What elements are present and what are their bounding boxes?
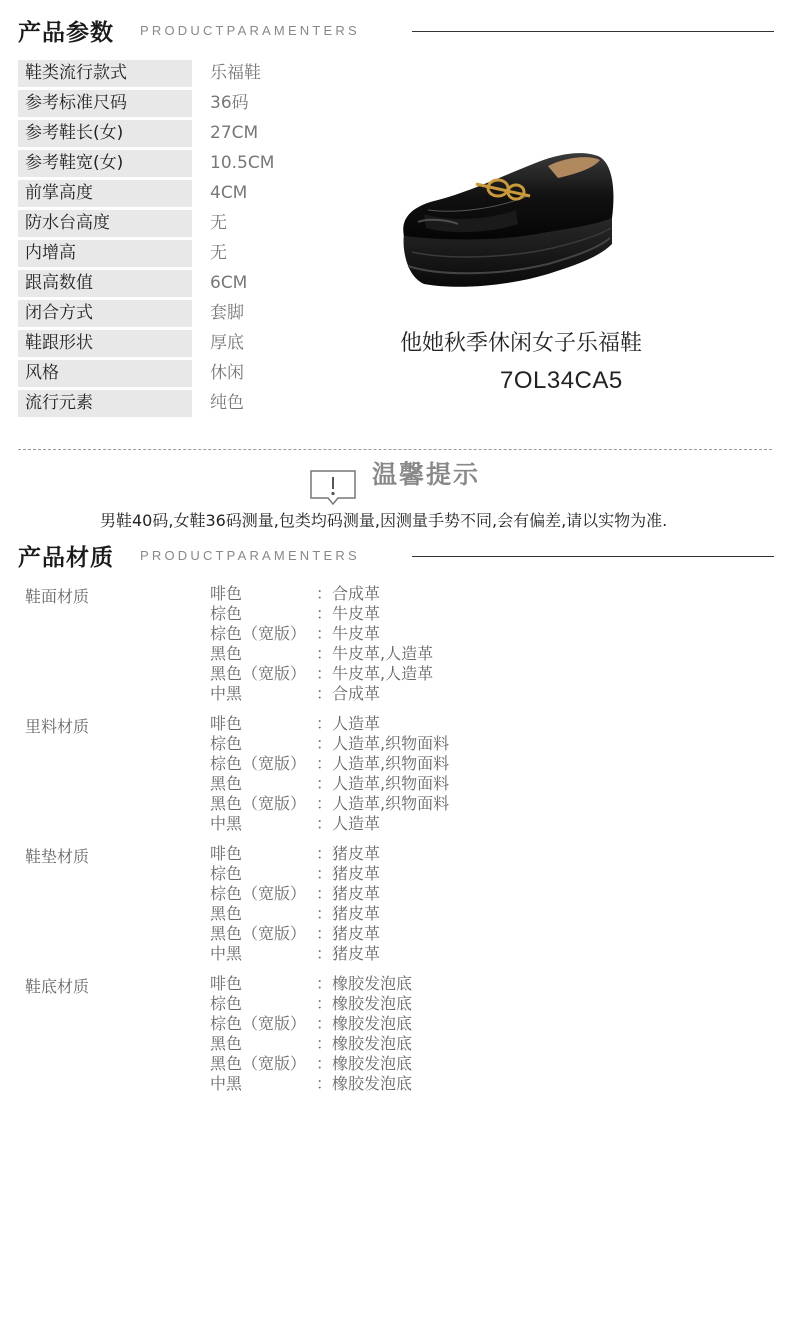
material-value: ：橡胶发泡底 [316, 1034, 413, 1053]
product-code: 7OL34CA5 [500, 367, 623, 394]
material-value: ：牛皮革,人造革 [316, 664, 434, 683]
material-value: ：合成革 [316, 584, 381, 603]
material-value: ：牛皮革 [316, 624, 381, 643]
param-value: 无 [210, 243, 227, 263]
product-shoe-image [398, 148, 620, 294]
material-value: ：人造革,织物面料 [316, 774, 450, 793]
section-subtitle: PRODUCTPARAMENTERS [140, 548, 360, 563]
material-color: 黑色 [210, 1034, 243, 1053]
material-value: ：猪皮革 [316, 844, 381, 863]
section-subtitle: PRODUCTPARAMENTERS [140, 23, 360, 38]
speech-bubble-exclamation-icon [310, 470, 356, 506]
material-color: 中黑 [210, 684, 243, 703]
material-color: 黑色（宽版） [210, 664, 307, 683]
param-value: 36码 [210, 93, 249, 113]
param-key: 内增高 [18, 240, 192, 267]
param-key: 流行元素 [18, 390, 192, 417]
param-value: 4CM [210, 183, 248, 203]
param-key: 闭合方式 [18, 300, 192, 327]
material-value: ：猪皮革 [316, 944, 381, 963]
param-key: 防水台高度 [18, 210, 192, 237]
section-header-materials [18, 531, 774, 571]
section-rule [412, 31, 774, 32]
material-color: 黑色（宽版） [210, 794, 307, 813]
material-color: 黑色（宽版） [210, 1054, 307, 1073]
material-value: ：猪皮革 [316, 904, 381, 923]
section-rule [412, 556, 774, 557]
product-name: 他她秋季休闲女子乐福鞋 [400, 331, 643, 356]
material-value: ：猪皮革 [316, 884, 381, 903]
material-color: 棕色 [210, 994, 243, 1013]
material-color: 啡色 [210, 584, 243, 603]
param-value: 套脚 [210, 303, 244, 323]
material-color: 棕色（宽版） [210, 884, 307, 903]
material-value: ：人造革,织物面料 [316, 754, 450, 773]
material-value: ：合成革 [316, 684, 381, 703]
material-color: 棕色（宽版） [210, 754, 307, 773]
material-category: 鞋底材质 [25, 977, 90, 996]
param-value: 6CM [210, 273, 248, 293]
material-value: ：人造革,织物面料 [316, 734, 450, 753]
param-key: 鞋类流行款式 [18, 60, 192, 87]
section-title: 产品参数 [18, 20, 114, 46]
material-category: 鞋面材质 [25, 587, 90, 606]
section-title: 产品材质 [18, 545, 114, 571]
param-value: 乐福鞋 [210, 63, 261, 83]
material-color: 黑色（宽版） [210, 924, 307, 943]
param-key: 鞋跟形状 [18, 330, 192, 357]
param-value: 10.5CM [210, 153, 275, 173]
dashed-divider [18, 449, 772, 450]
material-color: 棕色 [210, 734, 243, 753]
material-color: 棕色 [210, 864, 243, 883]
material-value: ：猪皮革 [316, 924, 381, 943]
section-header-params [18, 6, 774, 46]
material-value: ：橡胶发泡底 [316, 974, 413, 993]
param-key: 参考鞋长(女) [18, 120, 192, 147]
material-value: ：牛皮革,人造革 [316, 644, 434, 663]
material-value: ：橡胶发泡底 [316, 1054, 413, 1073]
material-category: 鞋垫材质 [25, 847, 90, 866]
param-value: 厚底 [210, 333, 244, 353]
param-key: 风格 [18, 360, 192, 387]
material-value: ：人造革 [316, 814, 381, 833]
tip-title: 温馨提示 [372, 460, 481, 489]
material-color: 黑色 [210, 774, 243, 793]
param-value: 27CM [210, 123, 259, 143]
param-value: 休闲 [210, 363, 244, 383]
param-value: 无 [210, 213, 227, 233]
material-color: 啡色 [210, 974, 243, 993]
material-value: ：牛皮革 [316, 604, 381, 623]
material-color: 棕色（宽版） [210, 624, 307, 643]
material-category: 里料材质 [25, 717, 90, 736]
param-key: 参考鞋宽(女) [18, 150, 192, 177]
param-key: 前掌高度 [18, 180, 192, 207]
param-key: 跟高数值 [18, 270, 192, 297]
material-color: 黑色 [210, 644, 243, 663]
material-value: ：人造革 [316, 714, 381, 733]
param-key: 参考标准尺码 [18, 90, 192, 117]
material-color: 棕色（宽版） [210, 1014, 307, 1033]
material-color: 中黑 [210, 944, 243, 963]
material-color: 中黑 [210, 814, 243, 833]
material-value: ：人造革,织物面料 [316, 794, 450, 813]
material-color: 啡色 [210, 714, 243, 733]
material-value: ：橡胶发泡底 [316, 1014, 413, 1033]
material-color: 啡色 [210, 844, 243, 863]
param-value: 纯色 [210, 393, 244, 413]
material-color: 中黑 [210, 1074, 243, 1093]
material-value: ：橡胶发泡底 [316, 1074, 413, 1093]
tip-text: 男鞋40码,女鞋36码测量,包类均码测量,因测量手势不同,会有偏差,请以实物为准. [100, 511, 668, 530]
material-value: ：猪皮革 [316, 864, 381, 883]
material-color: 黑色 [210, 904, 243, 923]
material-color: 棕色 [210, 604, 243, 623]
material-value: ：橡胶发泡底 [316, 994, 413, 1013]
